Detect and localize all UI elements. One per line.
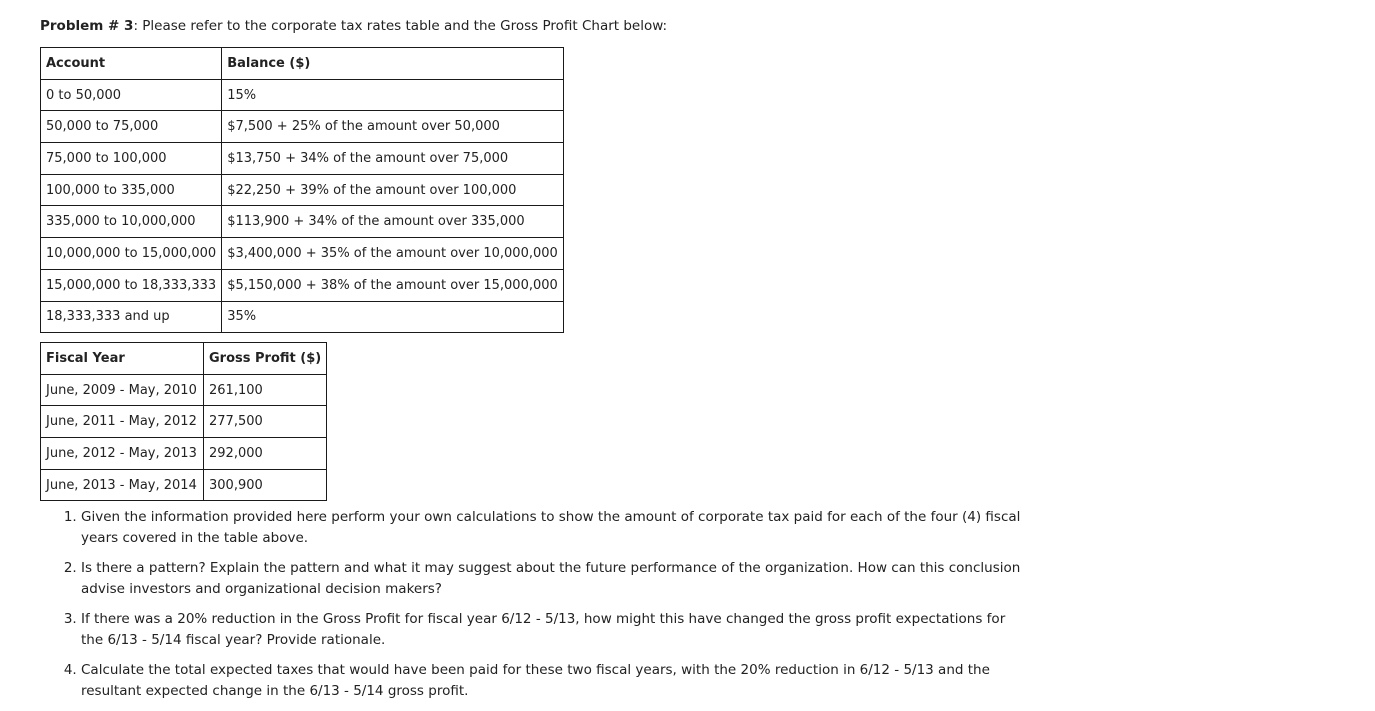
account-cell: 0 to 50,000 <box>41 79 222 111</box>
question-item: 2. Is there a pattern? Explain the pattern and what it may suggest about the future performance of the organization. How can this conclusion advise investors and organizational decision makers? <box>81 558 1021 599</box>
tax-rates-table <box>40 47 564 333</box>
table-row <box>41 79 564 111</box>
fiscal-year-cell: June, 2009 - May, 2010 <box>41 374 204 406</box>
gross-profit-cell: 261,100 <box>204 374 327 406</box>
question-item: 3. If there was a 20% reduction in the Gross Profit for fiscal year 6/12 - 5/13, how might this have changed the gross profit expectations for the 6/13 - 5/14 fiscal year? Provide rationale. <box>81 609 1021 650</box>
table-row <box>41 438 327 470</box>
table-row <box>41 206 564 238</box>
question-list <box>60 507 1021 711</box>
balance-cell: 15% <box>222 79 564 111</box>
table-row <box>41 238 564 270</box>
table-row <box>41 406 327 438</box>
gross-profit-cell: 292,000 <box>204 438 327 470</box>
gross-profit-cell: 300,900 <box>204 469 327 501</box>
column-header-fiscal-year: Fiscal Year <box>41 343 204 375</box>
table-row <box>41 374 327 406</box>
table-header-row <box>41 48 564 80</box>
gross-profit-table <box>40 342 327 501</box>
column-header-account: Account <box>41 48 222 80</box>
question-item: 4. Calculate the total expected taxes that would have been paid for these two fiscal years, with the 20% reduction in 6/12 - 5/13 and the resultant expected change in the 6/13 - 5/14 gross profit. <box>81 660 1021 701</box>
column-header-gross-profit: Gross Profit ($) <box>204 343 327 375</box>
balance-cell: $113,900 + 34% of the amount over 335,000 <box>222 206 564 238</box>
table-header-row <box>41 343 327 375</box>
fiscal-year-cell: June, 2011 - May, 2012 <box>41 406 204 438</box>
gross-profit-cell: 277,500 <box>204 406 327 438</box>
balance-cell: 35% <box>222 301 564 333</box>
account-cell: 100,000 to 335,000 <box>41 174 222 206</box>
table-row <box>41 269 564 301</box>
table-row <box>41 469 327 501</box>
account-cell: 10,000,000 to 15,000,000 <box>41 238 222 270</box>
balance-cell: $3,400,000 + 35% of the amount over 10,000,000 <box>222 238 564 270</box>
balance-cell: $5,150,000 + 38% of the amount over 15,000,000 <box>222 269 564 301</box>
table-row <box>41 111 564 143</box>
question-item: 1. Given the information provided here perform your own calculations to show the amount of corporate tax paid for each of the four (4) fiscal years covered in the table above. <box>81 507 1021 548</box>
table-row <box>41 174 564 206</box>
fiscal-year-cell: June, 2012 - May, 2013 <box>41 438 204 470</box>
problem-label: Problem # 3 <box>40 18 134 34</box>
column-header-balance: Balance ($) <box>222 48 564 80</box>
account-cell: 18,333,333 and up <box>41 301 222 333</box>
balance-cell: $7,500 + 25% of the amount over 50,000 <box>222 111 564 143</box>
balance-cell: $22,250 + 39% of the amount over 100,000 <box>222 174 564 206</box>
fiscal-year-cell: June, 2013 - May, 2014 <box>41 469 204 501</box>
table-row <box>41 143 564 175</box>
account-cell: 15,000,000 to 18,333,333 <box>41 269 222 301</box>
account-cell: 75,000 to 100,000 <box>41 143 222 175</box>
problem-intro <box>40 18 667 34</box>
account-cell: 50,000 to 75,000 <box>41 111 222 143</box>
table-row <box>41 301 564 333</box>
balance-cell: $13,750 + 34% of the amount over 75,000 <box>222 143 564 175</box>
account-cell: 335,000 to 10,000,000 <box>41 206 222 238</box>
problem-intro-text: : Please refer to the corporate tax rates table and the Gross Profit Chart below: <box>133 18 668 34</box>
